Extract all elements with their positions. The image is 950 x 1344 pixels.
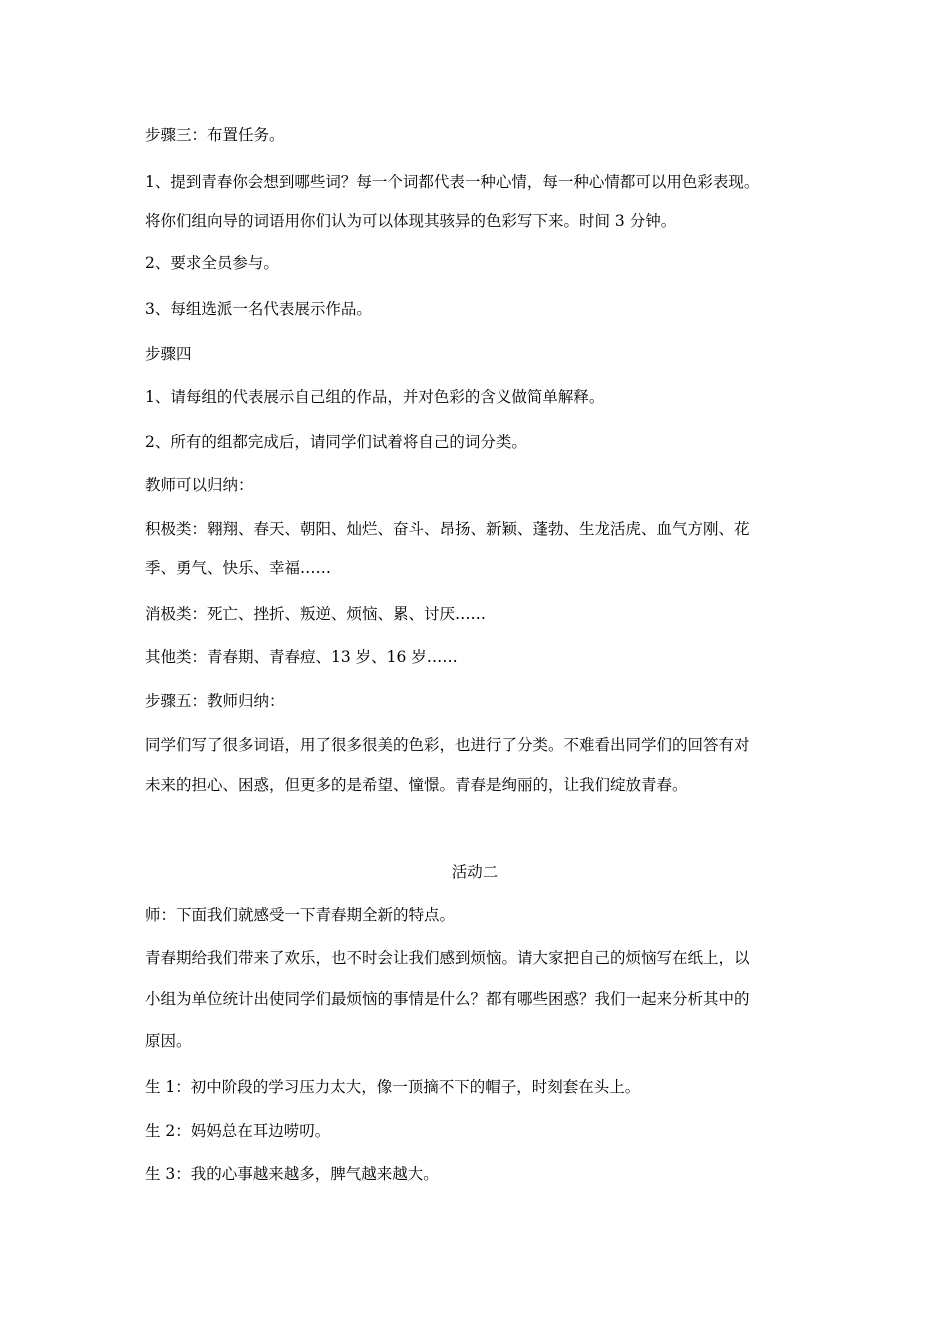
other-words: 其他类：青春期、青春痘、13 岁、16 岁…… <box>145 648 458 666</box>
activity-two-line-3: 原因。 <box>145 1032 192 1050</box>
step-three-heading: 步骤三：布置任务。 <box>145 126 285 144</box>
step-four-item-2: 2、所有的组都完成后，请同学们试着将自己的词分类。 <box>145 433 527 451</box>
task-item-3: 3、每组选派一名代表展示作品。 <box>145 300 372 318</box>
teacher-intro: 师：下面我们就感受一下青春期全新的特点。 <box>145 906 456 924</box>
positive-words-line-1: 积极类：翱翔、春天、朝阳、灿烂、奋斗、昂扬、新颖、蓬勃、生龙活虎、血气方刚、花 <box>145 520 750 538</box>
student-3-response: 生 3：我的心事越来越多，脾气越来越大。 <box>145 1165 439 1183</box>
step-four-heading: 步骤四 <box>145 345 192 363</box>
negative-words: 消极类：死亡、挫折、叛逆、烦恼、累、讨厌…… <box>145 605 487 623</box>
activity-two-line-1: 青春期给我们带来了欢乐，也不时会让我们感到烦恼。请大家把自己的烦恼写在纸上，以 <box>145 949 750 967</box>
summary-line-2: 未来的担心、困惑，但更多的是希望、憧憬。青春是绚丽的，让我们绽放青春。 <box>145 776 688 794</box>
task-item-1-line-1: 1、提到青春你会想到哪些词？每一个词都代表一种心情，每一种心情都可以用色彩表现。 <box>145 173 760 191</box>
activity-two-heading: 活动二 <box>451 863 499 881</box>
summary-line-1: 同学们写了很多词语，用了很多很美的色彩，也进行了分类。不难看出同学们的回答有对 <box>145 736 750 754</box>
positive-words-line-2: 季、勇气、快乐、幸福…… <box>145 559 332 577</box>
activity-two-line-2: 小组为单位统计出使同学们最烦恼的事情是什么？都有哪些困惑？我们一起来分析其中的 <box>145 990 750 1008</box>
task-item-1-line-2: 将你们组向导的词语用你们认为可以体现其骇异的色彩写下来。时间 3 分钟。 <box>145 212 677 230</box>
step-five-heading: 步骤五：教师归纳： <box>145 692 285 710</box>
task-item-2: 2、要求全员参与。 <box>145 254 279 272</box>
student-2-response: 生 2：妈妈总在耳边唠叨。 <box>145 1122 331 1140</box>
step-four-item-1: 1、请每组的代表展示自己组的作品，并对色彩的含义做简单解释。 <box>145 388 605 406</box>
student-1-response: 生 1：初中阶段的学习压力太大，像一顶摘不下的帽子，时刻套在头上。 <box>145 1078 641 1096</box>
teacher-summary-heading: 教师可以归纳： <box>145 476 254 494</box>
